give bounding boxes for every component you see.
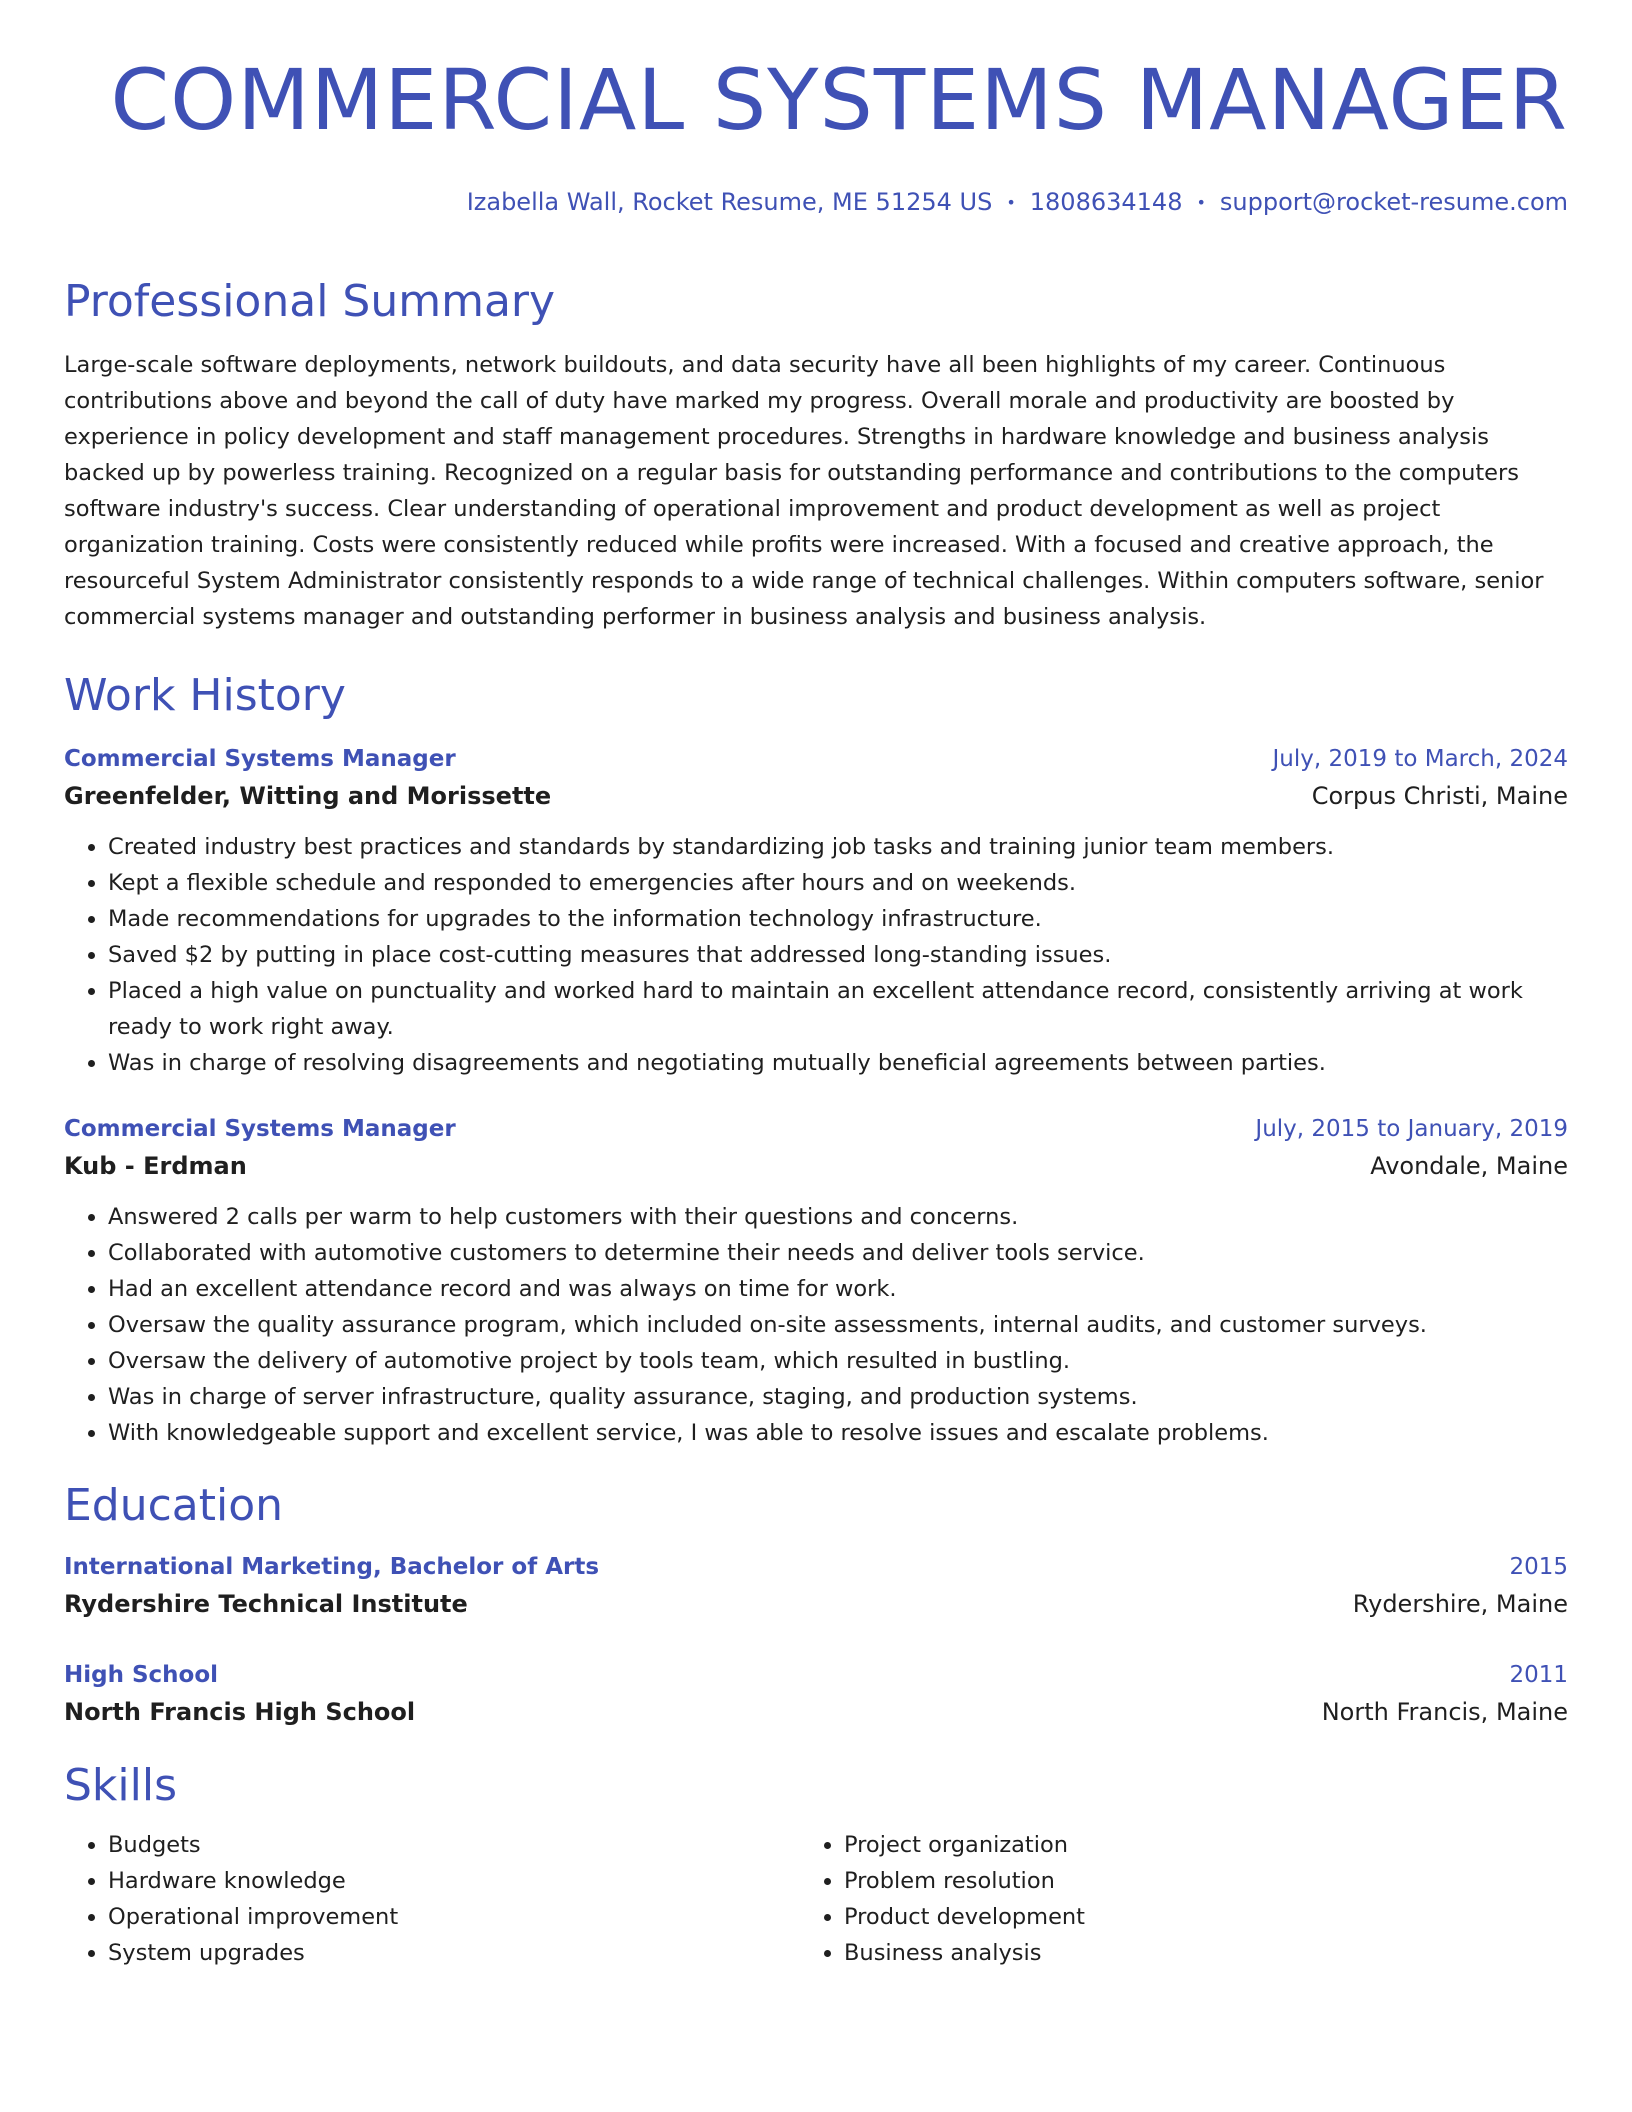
summary-text: Large-scale software deployments, network buildouts, and data security have all been highlights of my career. Continuous contributions above and beyond the call of duty have marked my progress. Overall morale and productivity are boosted by experience in policy development and staff management procedures. Strengths in hardware knowledge and business analysis backed up by powerless training. Recognized on a regular basis for outstanding performance and contributions to the computers software industry's success. Clear understanding of operational improvement and product development as well as project organization training. Costs were consistently reduced while profits were increased. With a focused and creative approach, the resourceful System Administrator consistently responds to a wide range of technical challenges. Within computers software, senior commercial systems manager and outstanding performer in business analysis and business analysis. <box>64 352 1544 630</box>
list-item: • Created industry best practices and standards by standardizing job tasks and training junior team members. <box>108 829 1568 865</box>
list-item: • Was in charge of server infrastructure, quality assurance, staging, and production systems. <box>108 1379 1568 1415</box>
skill-item: • Business analysis <box>844 1935 1536 1971</box>
list-item: • Oversaw the quality assurance program, which included on-site assessments, internal audits, and customer surveys. <box>108 1307 1568 1343</box>
skills-heading: Skills <box>64 1760 178 1811</box>
contact-phone: 1808634148 <box>1029 188 1183 216</box>
education-degree: International Marketing, Bachelor of Arts <box>64 1554 600 1580</box>
education-year: 2015 <box>1509 1554 1568 1580</box>
skills-columns <box>64 1827 1568 1971</box>
skill-item: • Budgets <box>108 1827 800 1863</box>
education-location: Rydershire, Maine <box>1352 1590 1568 1618</box>
list-item: • Collaborated with automotive customers to determine their needs and deliver tools service. <box>108 1235 1568 1271</box>
list-item: • Answered 2 calls per warm to help customers with their questions and concerns. <box>108 1199 1568 1235</box>
job-entry <box>64 741 1568 1081</box>
job-location: Corpus Christi, Maine <box>1311 782 1568 810</box>
skills-list-left <box>64 1827 800 1971</box>
contact-separator: • <box>1196 193 1206 212</box>
contact-address: Izabella Wall, Rocket Resume, ME 51254 US <box>466 188 993 216</box>
skill-item: • Operational improvement <box>108 1899 800 1935</box>
list-item: • Saved $2 by putting in place cost-cutting measures that addressed long-standing issues. <box>108 937 1568 973</box>
job-title: Commercial Systems Manager <box>64 1116 456 1142</box>
list-item: • Made recommendations for upgrades to the information technology infrastructure. <box>108 901 1568 937</box>
education-entry <box>64 1549 1568 1623</box>
list-item: • Kept a flexible schedule and responded to emergencies after hours and on weekends. <box>108 865 1568 901</box>
work-history-heading: Work History <box>64 670 346 721</box>
skill-item: • Problem resolution <box>844 1863 1536 1899</box>
education-degree: High School <box>64 1662 219 1688</box>
education-school: North Francis High School <box>64 1698 416 1726</box>
list-item: • With knowledgeable support and excellent service, I was able to resolve issues and escalate problems. <box>108 1415 1568 1451</box>
skill-item: • Project organization <box>844 1827 1536 1863</box>
skills-list-right <box>800 1827 1536 1971</box>
list-item: • Oversaw the delivery of automotive project by tools team, which resulted in bustling. <box>108 1343 1568 1379</box>
contact-separator: • <box>1006 193 1016 212</box>
skill-item: • Hardware knowledge <box>108 1863 800 1899</box>
education-school: Rydershire Technical Institute <box>64 1590 468 1618</box>
job-company: Greenfelder, Witting and Morissette <box>64 782 552 810</box>
education-heading: Education <box>64 1480 284 1531</box>
job-dates: July, 2015 to January, 2019 <box>1255 1116 1568 1142</box>
list-item: • Placed a high value on punctuality and worked hard to maintain an excellent attendance record, consistently arriving at work ready to work right away. <box>108 973 1568 1045</box>
job-company: Kub - Erdman <box>64 1152 247 1180</box>
skill-item: • Product development <box>844 1899 1536 1935</box>
contact-email: support@rocket-resume.com <box>1219 188 1568 216</box>
education-year: 2011 <box>1509 1662 1568 1688</box>
list-item: • Was in charge of resolving disagreements and negotiating mutually beneficial agreements between parties. <box>108 1045 1568 1081</box>
skill-item: • System upgrades <box>108 1935 800 1971</box>
job-bullets <box>64 829 1568 1081</box>
list-item: • Had an excellent attendance record and was always on time for work. <box>108 1271 1568 1307</box>
job-dates: July, 2019 to March, 2024 <box>1272 746 1568 772</box>
summary-heading: Professional Summary <box>64 276 556 327</box>
contact-line <box>64 186 1568 219</box>
resume-title: COMMERCIAL SYSTEMS MANAGER <box>110 51 1568 149</box>
job-location: Avondale, Maine <box>1370 1152 1568 1180</box>
education-entry <box>64 1657 1568 1731</box>
job-entry <box>64 1111 1568 1451</box>
job-title: Commercial Systems Manager <box>64 746 456 772</box>
education-location: North Francis, Maine <box>1321 1698 1568 1726</box>
job-bullets <box>64 1199 1568 1451</box>
